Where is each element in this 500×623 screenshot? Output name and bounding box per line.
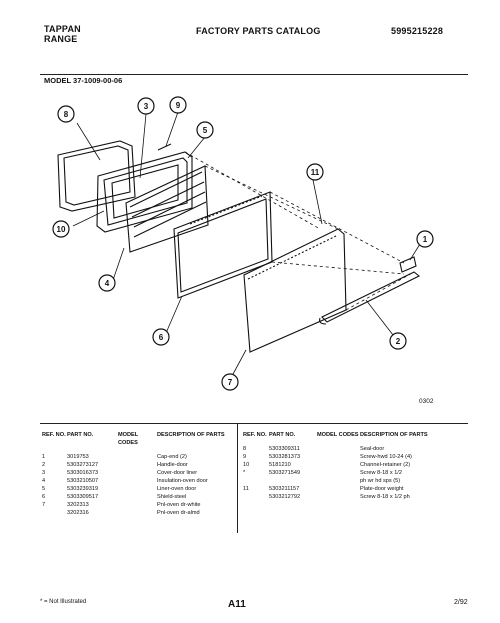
callout-label: 3 — [143, 102, 149, 111]
cell-model — [118, 509, 157, 517]
screw — [158, 144, 171, 150]
callout-label: 4 — [104, 279, 110, 288]
cell-part: 5303016373 — [67, 470, 99, 476]
table-row — [243, 445, 444, 453]
table-row — [42, 485, 235, 493]
table-row — [42, 477, 235, 485]
cell-ref: 4 — [42, 478, 46, 484]
cell-part: 3019753 — [67, 454, 89, 460]
cell-part: 5303281373 — [269, 454, 301, 460]
cell-desc: Seal-door — [360, 446, 385, 452]
cell-desc: Screw 8-18 x 1/2 — [360, 470, 402, 476]
cell-part: 5303309311 — [269, 446, 300, 452]
header-desc: DESCRIPTION OF PARTS — [360, 432, 428, 438]
cell-model — [317, 485, 360, 493]
cell-part: 3202313 — [67, 502, 89, 508]
cell-desc: Cover-door liner — [157, 470, 198, 476]
table-row — [243, 469, 444, 477]
cell-part: 5303309517 — [67, 494, 99, 500]
cell-ref: 9 — [243, 454, 247, 460]
header-model: MODEL CODES — [317, 432, 359, 438]
cell-part: 5303239319 — [67, 486, 99, 492]
cell-part: 5303211157 — [269, 486, 300, 492]
cell-model — [118, 461, 157, 469]
table-row — [42, 453, 235, 461]
cell-part: 5303273127 — [67, 462, 99, 468]
table-row — [42, 469, 235, 477]
header-part: PART NO. — [269, 432, 296, 438]
cell-model — [118, 453, 157, 461]
cell-ref: 5 — [42, 486, 46, 492]
page-number: A11 — [228, 599, 246, 610]
cell-model — [118, 485, 157, 493]
cell-desc: Screw-hwd 10-24 (4) — [360, 454, 412, 460]
header-ref: REF. NO. — [243, 432, 267, 438]
table-row — [42, 461, 235, 469]
cell-ref: 2 — [42, 462, 46, 468]
table-row — [243, 453, 444, 461]
cell-model — [317, 469, 360, 477]
cell-ref: 11 — [243, 486, 249, 492]
cell-desc: Screw 8-18 x 1/2 ph — [360, 494, 410, 500]
cell-desc: Plate-door weight — [360, 486, 404, 492]
cell-model — [118, 501, 157, 509]
outer-door-panel — [244, 229, 346, 352]
catalog-number: 5995215228 — [391, 26, 444, 36]
cell-part — [269, 477, 317, 485]
brand-line-2: RANGE — [44, 34, 78, 44]
cell-desc: Handle-door — [157, 462, 188, 468]
callout-label: 10 — [56, 225, 66, 234]
table-row — [42, 509, 235, 517]
parts-table-right — [243, 431, 444, 501]
cell-ref: 6 — [42, 494, 46, 500]
cell-part: 3202316 — [67, 510, 89, 516]
cell-part: 5303271549 — [269, 470, 301, 476]
cell-ref — [42, 509, 67, 517]
cell-part: 5181210 — [269, 462, 291, 468]
header-part: PART NO. — [67, 432, 94, 438]
revision-date: 2/92 — [454, 599, 468, 606]
cell-ref — [243, 493, 269, 501]
cell-ref: 10 — [243, 462, 250, 468]
cell-ref: 7 — [42, 502, 46, 508]
shield-panel — [174, 192, 272, 298]
cell-desc: Liner-oven door — [157, 486, 197, 492]
table-divider — [237, 423, 238, 533]
table-row — [243, 485, 444, 493]
callout-label: 5 — [202, 126, 208, 135]
callout-label: 6 — [158, 333, 164, 342]
callout-label: 11 — [310, 168, 320, 177]
cell-ref — [243, 477, 269, 485]
footnote: * = Not Illustrated — [40, 599, 87, 605]
cell-desc: Channel-retainer (2) — [360, 462, 411, 468]
callout-label: 8 — [63, 110, 69, 119]
cell-desc: Shield-steel — [157, 494, 187, 500]
door-seal — [58, 141, 135, 211]
table-row — [243, 477, 444, 485]
cell-desc: Pnl-oven dr-white — [157, 502, 201, 508]
callout-label: 7 — [227, 378, 233, 387]
cell-model — [317, 493, 360, 501]
cell-model — [317, 453, 360, 461]
header-model: MODEL CODES — [118, 432, 139, 446]
model-label: MODEL 37-1009-00-06 — [44, 76, 123, 85]
cell-desc: Cap-end (2) — [157, 454, 187, 460]
cell-model — [317, 477, 360, 485]
table-row — [243, 493, 444, 501]
brand-line-1: TAPPAN — [44, 24, 81, 34]
cell-desc: Pnl-oven dr-almd — [157, 510, 200, 516]
header-ref: REF. NO. — [42, 432, 66, 438]
table-top-rule — [40, 423, 468, 424]
cell-model — [118, 469, 157, 477]
cell-ref: * — [243, 470, 246, 476]
cell-desc: ph wr hd sps (5) — [360, 478, 401, 484]
table-row — [243, 461, 444, 469]
cell-ref: 8 — [243, 446, 247, 452]
table-header-row — [243, 431, 444, 439]
diagram-code: 0302 — [419, 398, 434, 405]
table-row — [42, 493, 235, 501]
header-desc: DESCRIPTION OF PARTS — [157, 432, 225, 438]
table-header-row — [42, 431, 235, 447]
cell-model — [317, 461, 360, 469]
cell-ref: 1 — [42, 454, 46, 460]
cell-model — [317, 445, 360, 453]
end-cap — [400, 257, 416, 272]
table-row — [42, 501, 235, 509]
callout-label: 1 — [422, 235, 428, 244]
cell-ref: 3 — [42, 470, 46, 476]
callout-label: 2 — [395, 337, 401, 346]
parts-table-left — [42, 431, 235, 517]
catalog-title: FACTORY PARTS CATALOG — [196, 26, 321, 36]
cell-part: 5303212792 — [269, 494, 301, 500]
cell-part: 5303210507 — [67, 478, 99, 484]
cell-desc: Insulation-oven door — [157, 478, 208, 484]
callout-label: 9 — [175, 101, 181, 110]
cell-model — [118, 477, 157, 485]
cell-model — [118, 493, 157, 501]
